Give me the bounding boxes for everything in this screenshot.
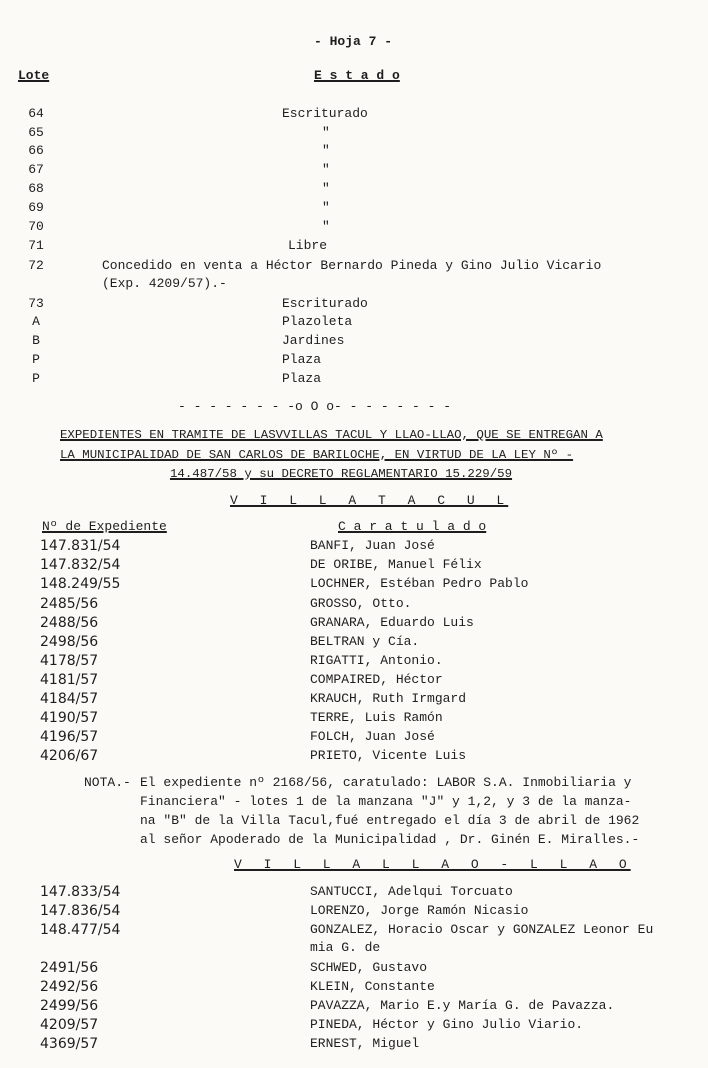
caratulado-name: PRIETO, Vicente Luis — [310, 748, 467, 763]
nota-line: El expediente nº 2168/56, caratulado: LABOR S.A. Inmobiliaria y — [140, 775, 632, 790]
caratulado-name: DE ORIBE, Manuel Félix — [310, 557, 482, 572]
caratulado-name: BELTRAN y Cía. — [310, 634, 420, 649]
page-label: - Hoja 7 - — [314, 34, 393, 49]
expediente-number: 2485/56 — [40, 596, 99, 612]
lot-number: A — [32, 314, 40, 329]
lot-number: 65 — [28, 125, 44, 140]
expediente-number: 148.249/55 — [40, 576, 121, 592]
expediente-number: 4190/57 — [40, 710, 99, 726]
lot-status: " — [322, 143, 330, 158]
section-title-villa-llao-llao: V I L L A L L A O - L L A O — [234, 857, 631, 872]
lot-status: Plazoleta — [282, 314, 353, 329]
col-header-expediente: Nº de Expediente — [42, 519, 167, 534]
lot-number: 68 — [28, 181, 44, 196]
expediente-number: 4196/57 — [40, 729, 99, 745]
nota-line: Financiera" - lotes 1 de la manzana "J" y 1,2, y 3 de la manza- — [140, 794, 632, 809]
caratulado-name: COMPAIRED, Héctor — [310, 672, 443, 687]
col-header-lote: Lote — [18, 68, 50, 83]
lot-status-continuation: (Exp. 4209/57).- — [102, 276, 227, 291]
caratulado-name: GROSSO, Otto. — [310, 596, 412, 611]
expediente-number: 4369/57 — [40, 1036, 99, 1052]
caratulado-name: GONZALEZ, Horacio Oscar y GONZALEZ Leonor Eu — [310, 922, 654, 937]
lot-status: Escriturado — [282, 106, 368, 121]
lot-number: 70 — [28, 219, 44, 234]
expediente-number: 4178/57 — [40, 653, 99, 669]
lot-number: 69 — [28, 200, 44, 215]
expediente-number: 2499/56 — [40, 998, 99, 1014]
lot-status: " — [322, 219, 330, 234]
col-header-estado: E s t a d o — [314, 68, 400, 83]
lot-status: Plaza — [282, 371, 322, 386]
expediente-number: 4209/57 — [40, 1017, 99, 1033]
nota-line: al señor Apoderado de la Municipalidad , Dr. Ginén E. Miralles.- — [140, 832, 640, 847]
heading-line-2: LA MUNICIPALIDAD DE SAN CARLOS DE BARILOCHE, EN VIRTUD DE LA LEY Nº - — [60, 448, 574, 462]
expediente-number: 4206/67 — [40, 748, 99, 764]
expediente-number: 2492/56 — [40, 979, 99, 995]
caratulado-name: RIGATTI, Antonio. — [310, 653, 443, 668]
heading-line-1: EXPEDIENTES EN TRAMITE DE LASVVILLAS TACUL Y LLAO-LLAO, QUE SE ENTREGAN A — [60, 428, 603, 442]
caratulado-name: LORENZO, Jorge Ramón Nicasio — [310, 903, 529, 918]
lot-number: P — [32, 371, 40, 386]
lot-status: Plaza — [282, 352, 322, 367]
expediente-number: 148.477/54 — [40, 922, 121, 938]
lot-status: " — [322, 125, 330, 140]
lot-status: " — [322, 200, 330, 215]
nota-label: NOTA.- — [84, 775, 131, 790]
lot-number: B — [32, 333, 40, 348]
expediente-number: 4181/57 — [40, 672, 99, 688]
lot-status: " — [322, 181, 330, 196]
caratulado-name: ERNEST, Miguel — [310, 1036, 420, 1051]
lot-number: 71 — [28, 238, 44, 253]
nota-line: na "B" de la Villa Tacul,fué entregado el día 3 de abril de 1962 — [140, 813, 640, 828]
expediente-number: 147.831/54 — [40, 538, 121, 554]
lot-number: 66 — [28, 143, 44, 158]
caratulado-name: TERRE, Luis Ramón — [310, 710, 443, 725]
lot-number: 67 — [28, 162, 44, 177]
section-separator: - - - - - - - -o O o- - - - - - - - — [178, 399, 452, 414]
caratulado-name: SCHWED, Gustavo — [310, 960, 428, 975]
caratulado-name: BANFI, Juan José — [310, 538, 435, 553]
caratulado-name: KRAUCH, Ruth Irmgard — [310, 691, 467, 706]
expediente-number: 2498/56 — [40, 634, 99, 650]
lot-number: 73 — [28, 296, 44, 311]
expediente-number: 147.832/54 — [40, 557, 121, 573]
lot-status: " — [322, 162, 330, 177]
lot-number: 72 — [28, 258, 44, 273]
caratulado-name-continuation: mia G. de — [310, 940, 381, 955]
lot-status: Libre — [288, 238, 328, 253]
lot-status: Jardines — [282, 333, 345, 348]
section-title-villa-tacul: V I L L A T A C U L — [230, 493, 509, 508]
caratulado-name: PINEDA, Héctor y Gino Julio Viario. — [310, 1017, 584, 1032]
caratulado-name: GRANARA, Eduardo Luis — [310, 615, 474, 630]
caratulado-name: LOCHNER, Estéban Pedro Pablo — [310, 576, 529, 591]
caratulado-name: KLEIN, Constante — [310, 979, 435, 994]
caratulado-name: PAVAZZA, Mario E.y María G. de Pavazza. — [310, 998, 615, 1013]
lot-status: Escriturado — [282, 296, 368, 311]
expediente-number: 4184/57 — [40, 691, 99, 707]
expediente-number: 2488/56 — [40, 615, 99, 631]
caratulado-name: FOLCH, Juan José — [310, 729, 435, 744]
lot-number: P — [32, 352, 40, 367]
heading-line-3: 14.487/58 y su DECRETO REGLAMENTARIO 15.229/59 — [170, 467, 513, 481]
lot-status: Concedido en venta a Héctor Bernardo Pineda y Gino Julio Vicario — [102, 258, 602, 273]
col-header-caratulado: C a r a t u l a d o — [338, 519, 487, 534]
expediente-number: 2491/56 — [40, 960, 99, 976]
lot-number: 64 — [28, 106, 44, 121]
expediente-number: 147.833/54 — [40, 884, 121, 900]
caratulado-name: SANTUCCI, Adelqui Torcuato — [310, 884, 513, 899]
expediente-number: 147.836/54 — [40, 903, 121, 919]
